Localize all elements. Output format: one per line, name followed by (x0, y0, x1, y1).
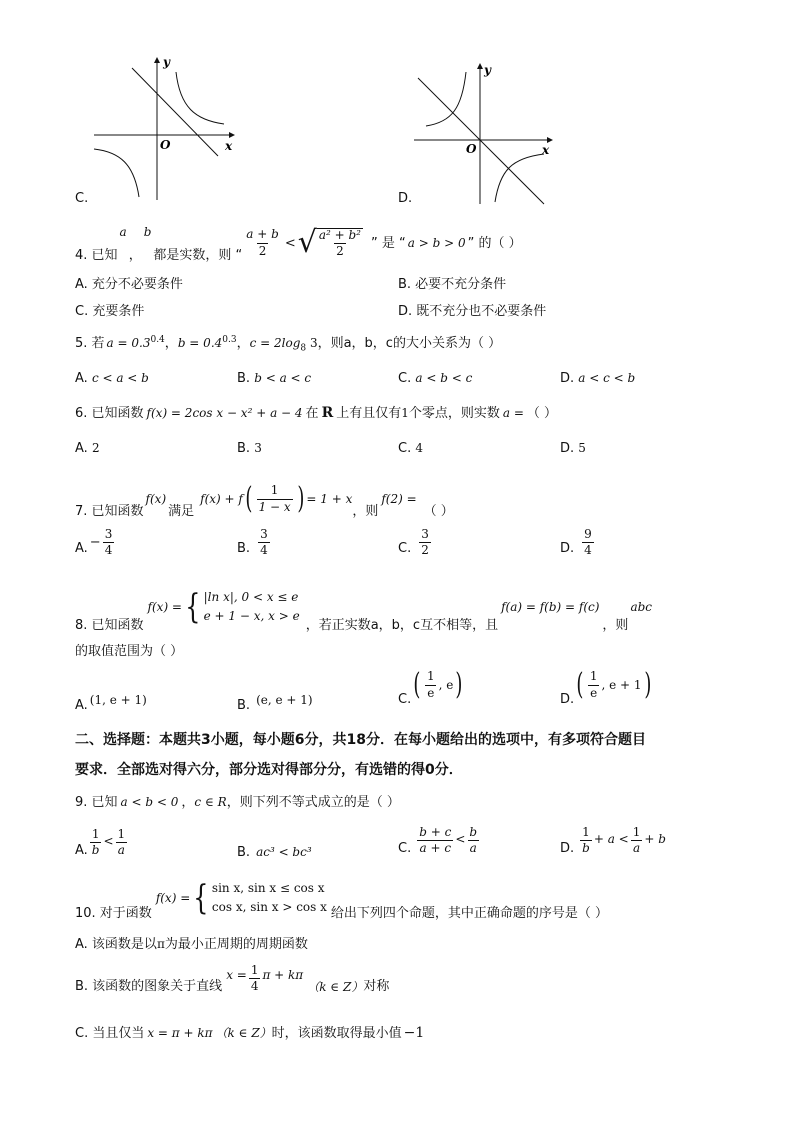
question-10 (75, 874, 608, 922)
q4-lt: < (284, 235, 296, 251)
section-2-line2: 要求．全部选对得六分，部分选对得部分分，有选错的得0分． (75, 762, 463, 778)
q9-option-d (560, 826, 666, 855)
q4-b: b (143, 225, 152, 239)
q10-case1: sin x, sin x ≤ cos x (211, 881, 325, 896)
q8-d-paren: ( $\frac{1}{e}$ , e + 1 ) (576, 667, 651, 702)
q5-a (107, 336, 165, 349)
q6-text3: 个零点，则实数 (408, 406, 500, 421)
origin-label: O (466, 142, 477, 156)
q6-text4: （ ） (526, 406, 558, 421)
q5-b-expr: b = 0.4 (177, 336, 223, 350)
q9-cond2: c ∈ R (194, 795, 227, 809)
q6-b-value: 3 (254, 441, 262, 455)
graph-d (412, 60, 560, 208)
q7-a-frac (103, 528, 115, 557)
q9-number: 9. 已知 (75, 795, 118, 810)
q4-sqrt-num: a² + b² (318, 227, 361, 242)
q6-b-label: B. (237, 441, 251, 456)
q6-c-value: 4 (415, 441, 423, 455)
q7-a-den: 4 (104, 543, 113, 558)
q10-b-cond: （k ∈ Z） (307, 980, 364, 995)
q6-number: 6. 已知函数 (75, 406, 144, 421)
q4-frac-num: a + b (246, 227, 279, 242)
q5-c-value: a < b < c (415, 371, 473, 385)
q9-c-label: C. (398, 841, 412, 857)
q7-b-num: 3 (260, 527, 268, 541)
q4-option-c: C. 充要条件 (75, 304, 145, 319)
question-9 (75, 796, 400, 809)
q6-text2: 上有且仅有 (336, 406, 402, 421)
q4-option-b: B. 必要不充分条件 (398, 277, 507, 292)
q5-c (250, 337, 318, 353)
question-6 (75, 406, 557, 420)
graph-d-option: D. (398, 191, 413, 206)
q6-a-label: A. (75, 441, 88, 456)
q6-R: R (321, 405, 334, 421)
x-label: x (542, 143, 550, 157)
q8-option-a (75, 694, 147, 712)
q8-case2: e + 1 − x, x > e (203, 609, 300, 623)
q7-inner-den: 1 − x (258, 499, 291, 514)
q10-b-post: 对称 (363, 979, 390, 995)
q5-b-exp: 0.3 (222, 335, 237, 345)
q6-one: 1 (401, 406, 409, 420)
q4-sqrt-den: 2 (336, 244, 344, 258)
q8-c-num: 1 (426, 669, 435, 684)
q4-sep: ， (128, 248, 142, 263)
question-4 (75, 220, 522, 266)
q9-d-d1: b (582, 841, 590, 856)
q5-option-c (398, 372, 472, 385)
q8-d-den: e (590, 685, 598, 700)
origin-label: O (160, 138, 171, 152)
q7-text2: ，则 (352, 504, 379, 519)
q7-c-label: C. (398, 541, 412, 557)
q9-b-label: B. (237, 845, 251, 860)
q10-b-den: 4 (250, 979, 259, 994)
q7-d-num: 9 (584, 527, 592, 541)
q7-option-b (237, 528, 272, 557)
q10-a-pi: π (156, 937, 165, 951)
q7-b-label: B. (237, 541, 251, 557)
q10-text: 给出下列四个命题，其中正确命题的序号是（ ） (330, 906, 609, 921)
q5-option-a (75, 372, 149, 385)
q8-c-rest: , e (438, 678, 454, 692)
q7-a-sign: − (89, 535, 101, 551)
q8-d-rest: , e + 1 (601, 678, 642, 692)
q5-b-label: B. (237, 371, 251, 386)
q10-b-rest: π + kπ (262, 968, 304, 983)
q7-b-frac (258, 528, 270, 557)
q10-b-pre: B. 该函数的图象关于直线 (75, 979, 223, 995)
q6-option-d (560, 442, 586, 455)
q8-d-num: 1 (589, 669, 598, 684)
q7-text3: （ ） (423, 504, 454, 519)
q6-option-a (75, 442, 100, 455)
q4-number: 4. 已知 (75, 248, 118, 263)
q9-a-d1: b (91, 843, 100, 858)
q9-sep: ， (181, 795, 195, 810)
hyperbola-upper (426, 72, 466, 126)
q8-option-b (237, 694, 313, 712)
q10-option-c (75, 1026, 424, 1040)
q4-text1: 都是实数，则 “ (153, 248, 243, 263)
hyperbola-lower (94, 149, 139, 197)
q10-fx: f(x) = (155, 891, 191, 905)
graph-c-option: C. (75, 191, 89, 206)
q10-a-pre: A. 该函数是以 (75, 937, 157, 952)
q5-a-value: c < a < b (91, 371, 149, 385)
q10-b-frac (249, 964, 261, 993)
x-label: x (225, 139, 233, 153)
q7-a-label: A. (75, 541, 88, 557)
q4-a: a (119, 225, 127, 239)
q4-option-d: D. 既不充分也不必要条件 (398, 304, 547, 319)
q9-text: ，则下列不等式成立的是（ ） (226, 795, 400, 810)
q5-b (178, 336, 237, 349)
q9-d-frac1 (580, 826, 592, 855)
q9-a-frac2 (116, 828, 128, 857)
q8-text3: 的取值范围为（ ） (75, 644, 184, 659)
q7-inner-num: 1 (270, 483, 279, 498)
q8-cond: f(a) = f(b) = f(c) (501, 600, 600, 614)
q8-d-label: D. (560, 692, 575, 707)
q9-a-d2: a (117, 843, 125, 858)
q7-lhs: f(x) + f (200, 492, 243, 506)
q7-number: 7. 已知函数 (75, 504, 144, 519)
q8-option-c (398, 667, 465, 707)
q7-c-num: 3 (421, 527, 429, 541)
q10-c-cond: （k ∈ Z） (215, 1026, 272, 1040)
hyperbola-lower (495, 154, 544, 202)
q8-abc: abc (630, 600, 652, 614)
hyperbola-upper (176, 72, 224, 124)
q8-case1: |ln x|, 0 < x ≤ e (203, 590, 299, 605)
q9-option-a (75, 828, 129, 857)
q9-c-frac2 (467, 826, 479, 855)
q9-a-n1: 1 (91, 827, 100, 841)
q5-a-expr: a = 0.3 (106, 336, 151, 350)
q7-fx: f(x) (145, 492, 167, 506)
q10-number: 10. 对于函数 (75, 906, 152, 921)
q8-c-label: C. (398, 692, 412, 707)
q9-d-frac2 (631, 826, 643, 855)
q8-text2: ，则 (602, 618, 629, 633)
q4-option-a: A. 充分不必要条件 (75, 277, 183, 292)
q5-c-expr: c = 2log (249, 336, 301, 350)
q9-c-lt: < (455, 832, 466, 847)
q5-text: ，则a，b，c的大小关系为（ ） (317, 336, 502, 351)
q6-func: f(x) = 2cos x − x² + a − 4 (146, 406, 303, 420)
q9-option-b (237, 846, 312, 859)
q9-d-mid: + a < (593, 832, 629, 847)
q10-c-val: −1 (403, 1025, 425, 1041)
q9-d-label: D. (560, 841, 575, 857)
q5-d-label: D. (560, 371, 575, 386)
q7-a-num: 3 (104, 527, 113, 541)
q5-sep2: ， (236, 336, 250, 351)
q9-cond1: a < b < 0 (120, 795, 179, 809)
q9-c-d2: a (469, 841, 477, 856)
q7-d-label: D. (560, 541, 575, 557)
q7-option-a (75, 528, 116, 557)
q8-option-d (560, 667, 653, 707)
q6-a-eq: a = (502, 406, 524, 420)
q5-c-label: C. (398, 371, 412, 386)
line-graph (418, 78, 544, 204)
q9-d-end: + b (644, 832, 666, 847)
q10-b-num: 1 (250, 963, 259, 977)
q10-option-a (75, 938, 308, 951)
q7-d-den: 4 (584, 543, 592, 558)
q6-d-value: 5 (578, 441, 586, 455)
question-7 (75, 474, 454, 524)
q8-piecewise: { |ln x|, 0 < x ≤ e e + 1 − x, x > e (185, 587, 300, 627)
q5-a-label: A. (75, 371, 88, 386)
section-2-line1: 二、选择题：本题共3小题，每小题6分，共18分．在每小题给出的选项中，有多项符合题目 (75, 732, 646, 748)
q9-d-n2: 1 (632, 825, 641, 839)
q10-c-expr: x = π + kπ (147, 1026, 213, 1040)
q4-sqrt: √ $\frac{\text{a² + b²}}{2}$ (297, 224, 361, 260)
q9-a-label: A. (75, 843, 88, 859)
question-8 (75, 582, 652, 632)
question-5 (75, 336, 501, 353)
q6-option-c (398, 442, 423, 455)
q7-option-d (560, 528, 596, 557)
y-label: y (163, 55, 170, 69)
q8-c-paren: ( $\frac{1}{e}$ , e ) (413, 667, 463, 702)
q4-frac-den: 2 (258, 243, 267, 258)
q4-text2: ” 是 “ (370, 235, 406, 251)
q7-c-den: 2 (421, 543, 429, 558)
q10-option-b (75, 964, 389, 993)
q10-c-pre: C. 当且仅当 (75, 1026, 145, 1041)
q8-b-value: (e, e + 1) (256, 693, 313, 707)
q5-option-b (237, 372, 311, 385)
q9-a-frac1 (90, 828, 102, 857)
q9-c-n2: b (469, 825, 478, 839)
q10-b-x: x = (226, 968, 247, 983)
q5-a-exp: 0.4 (150, 335, 165, 345)
line-graph (132, 68, 218, 156)
y-label: y (484, 63, 491, 77)
q10-c-post: 时，该函数取得最小值 (271, 1026, 402, 1041)
q8-text1: ，若正实数a，b，c互不相等，且 (305, 618, 499, 633)
q5-number: 5. 若 (75, 336, 105, 351)
q8-c-den: e (427, 685, 435, 700)
q7-rhs: = 1 + x (306, 492, 353, 506)
q7-c-frac (419, 528, 431, 557)
q9-d-n1: 1 (582, 825, 590, 839)
q10-case2: cos x, sin x > cos x (211, 900, 327, 914)
q8-a-value: (1, e + 1) (89, 693, 147, 707)
q5-d-value: a < c < b (578, 371, 636, 385)
q9-c-n1: b + c (419, 825, 452, 839)
q9-c-d1: a + c (419, 841, 452, 856)
q9-option-c (398, 826, 481, 855)
q8-fx: f(x) = (147, 600, 182, 614)
q4-text3: ” 的（ ） (467, 235, 522, 251)
q10-piecewise: { sin x, sin x ≤ cos x cos x, sin x > cos x (193, 878, 327, 918)
q4-fraction (244, 228, 281, 257)
q8-b-label: B. (237, 698, 251, 713)
q9-d-d2: a (632, 841, 641, 856)
q10-a-post: 为最小正周期的周期函数 (164, 937, 308, 952)
q5-c-arg: 3 (306, 336, 318, 350)
q5-b-value: b < a < c (254, 371, 312, 385)
q7-paren-group: ( $\frac{1}{1 - x}$ ) (245, 481, 305, 516)
q6-d-label: D. (560, 441, 575, 456)
q7-b-den: 4 (260, 543, 268, 558)
q5-sep1: ， (164, 336, 178, 351)
q4-cond: a > b > 0 (407, 236, 466, 250)
q6-a-value: 2 (91, 441, 100, 455)
q9-c-frac1 (417, 826, 453, 855)
q9-a-n2: 1 (117, 827, 126, 841)
q6-c-label: C. (398, 441, 412, 456)
q7-d-frac (582, 528, 594, 557)
q8-number: 8. 已知函数 (75, 618, 144, 633)
graph-c (90, 52, 240, 204)
q9-a-lt: < (103, 834, 114, 849)
q6-text1: 在 (305, 406, 319, 421)
q8-a-label: A. (75, 698, 88, 713)
q6-option-b (237, 442, 262, 455)
q5-option-d (560, 372, 635, 385)
q7-text1: 满足 (168, 504, 195, 519)
q9-b-value: ac³ < bc³ (256, 845, 312, 859)
q7-f2: f(2) = (381, 492, 417, 506)
q7-option-c (398, 528, 433, 557)
q5-c-base: 8 (300, 343, 307, 354)
